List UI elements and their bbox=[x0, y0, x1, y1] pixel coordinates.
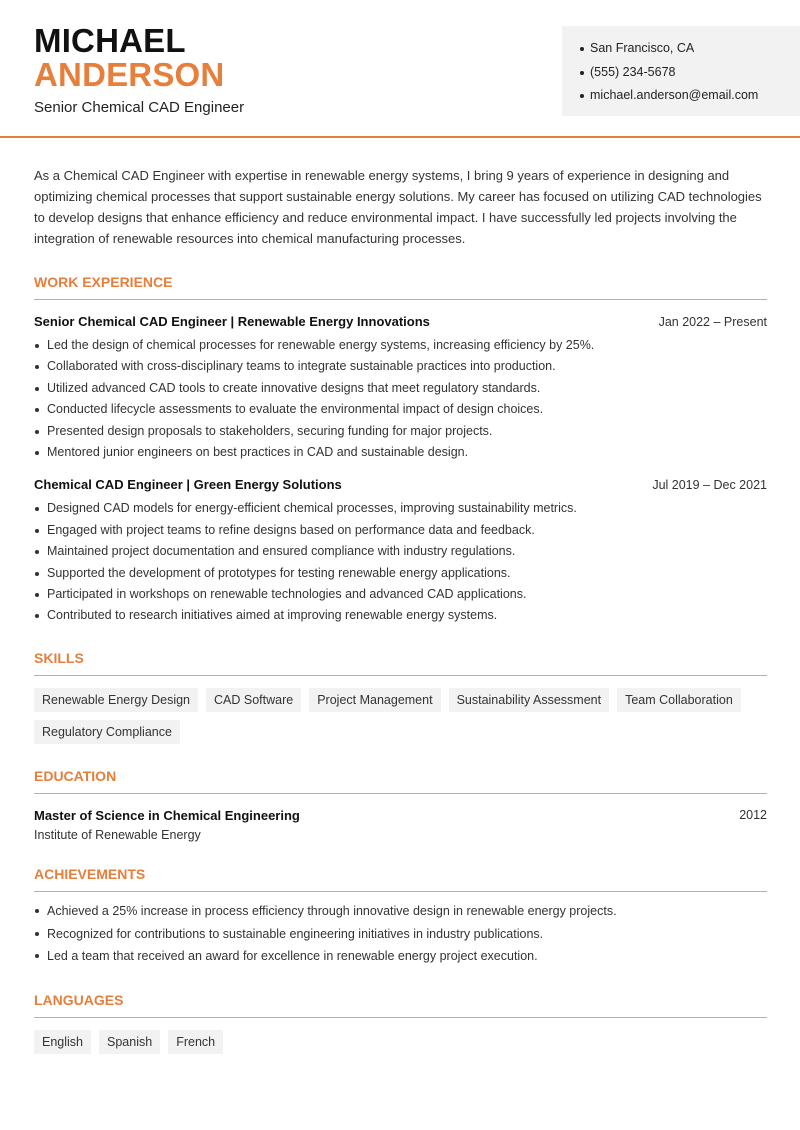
job-dates: Jan 2022 – Present bbox=[658, 315, 767, 329]
list-item: Contributed to research initiatives aimed at improving renewable energy systems. bbox=[34, 605, 767, 626]
contact-email[interactable]: michael.anderson@email.com bbox=[580, 84, 800, 108]
job-role: Senior Chemical CAD Engineer | Renewable Energy Innovations bbox=[34, 314, 430, 329]
skill-tag: Project Management bbox=[309, 688, 440, 712]
languages-tags bbox=[34, 1030, 767, 1054]
resume-content bbox=[34, 165, 767, 1054]
list-item: Collaborated with cross-disciplinary teams to integrate sustainable practices into production. bbox=[34, 356, 767, 377]
contact-list bbox=[562, 26, 800, 108]
language-tag: French bbox=[168, 1030, 223, 1054]
section-title-achievements: ACHIEVEMENTS bbox=[34, 866, 767, 892]
job-bullets bbox=[34, 498, 767, 626]
list-item: Participated in workshops on renewable technologies and advanced CAD applications. bbox=[34, 584, 767, 605]
first-name: MICHAEL bbox=[34, 22, 186, 59]
language-tag: Spanish bbox=[99, 1030, 160, 1054]
list-item: Designed CAD models for energy-efficient chemical processes, improving sustainability metrics. bbox=[34, 498, 767, 519]
job-header bbox=[34, 477, 767, 492]
skill-tag: CAD Software bbox=[206, 688, 301, 712]
job-role: Chemical CAD Engineer | Green Energy Solutions bbox=[34, 477, 342, 493]
list-item: Conducted lifecycle assessments to evaluate the environmental impact of design choices. bbox=[34, 399, 767, 420]
education-year: 2012 bbox=[739, 807, 767, 822]
job-title: Senior Chemical CAD Engineer bbox=[34, 99, 245, 116]
job-header bbox=[34, 314, 767, 329]
education-degree: Master of Science in Chemical Engineering bbox=[34, 807, 300, 823]
section-title-languages: LANGUAGES bbox=[34, 992, 767, 1018]
section-title-work-experience: WORK EXPERIENCE bbox=[34, 274, 767, 300]
job-entry bbox=[34, 314, 767, 463]
section-title-education: EDUCATION bbox=[34, 768, 767, 794]
list-item: Presented design proposals to stakeholders, securing funding for major projects. bbox=[34, 421, 767, 442]
contact-box bbox=[562, 26, 800, 116]
contact-phone: (555) 234-5678 bbox=[580, 61, 800, 85]
resume-header bbox=[0, 0, 800, 138]
list-item: Supported the development of prototypes for testing renewable energy applications. bbox=[34, 563, 767, 584]
list-item: Engaged with project teams to refine designs based on performance data and feedback. bbox=[34, 520, 767, 541]
education-header bbox=[34, 808, 767, 823]
job-bullets bbox=[34, 335, 767, 463]
skill-tag: Sustainability Assessment bbox=[449, 688, 610, 712]
language-tag: English bbox=[34, 1030, 91, 1054]
contact-location: San Francisco, CA bbox=[580, 37, 800, 61]
skill-tag: Renewable Energy Design bbox=[34, 688, 198, 712]
list-item: Utilized advanced CAD tools to create innovative designs that meet regulatory standards. bbox=[34, 378, 767, 399]
list-item: Mentored junior engineers on best practices in CAD and sustainable design. bbox=[34, 442, 767, 463]
list-item: Achieved a 25% increase in process efficiency through innovative design in renewable energy projects. bbox=[34, 900, 767, 923]
education-school: Institute of Renewable Energy bbox=[34, 827, 201, 842]
job-dates: Jul 2019 – Dec 2021 bbox=[652, 478, 767, 493]
job-entry bbox=[34, 477, 767, 626]
last-name: ANDERSON bbox=[34, 56, 225, 93]
skills-tags bbox=[34, 688, 767, 744]
achievements-list bbox=[34, 900, 767, 968]
list-item: Led the design of chemical processes for renewable energy systems, increasing efficiency by 25%. bbox=[34, 335, 767, 356]
summary-paragraph: As a Chemical CAD Engineer with expertise in renewable energy systems, I bring 9 years of experience in designing and optimizing chemical processes that support sustainable energy solutions. My career has focused on utilizing CAD technologies to develop designs that enhance efficiency and reduce environmental impact. I have successfully led projects involving the integration of renewable resources into chemical manufacturing processes. bbox=[34, 168, 762, 246]
list-item: Recognized for contributions to sustainable engineering initiatives in industry publications. bbox=[34, 923, 767, 946]
skill-tag: Regulatory Compliance bbox=[34, 720, 180, 744]
list-item: Maintained project documentation and ensured compliance with industry regulations. bbox=[34, 541, 767, 562]
list-item: Led a team that received an award for excellence in renewable energy project execution. bbox=[34, 945, 767, 968]
skill-tag: Team Collaboration bbox=[617, 688, 741, 712]
section-title-skills: SKILLS bbox=[34, 650, 767, 676]
